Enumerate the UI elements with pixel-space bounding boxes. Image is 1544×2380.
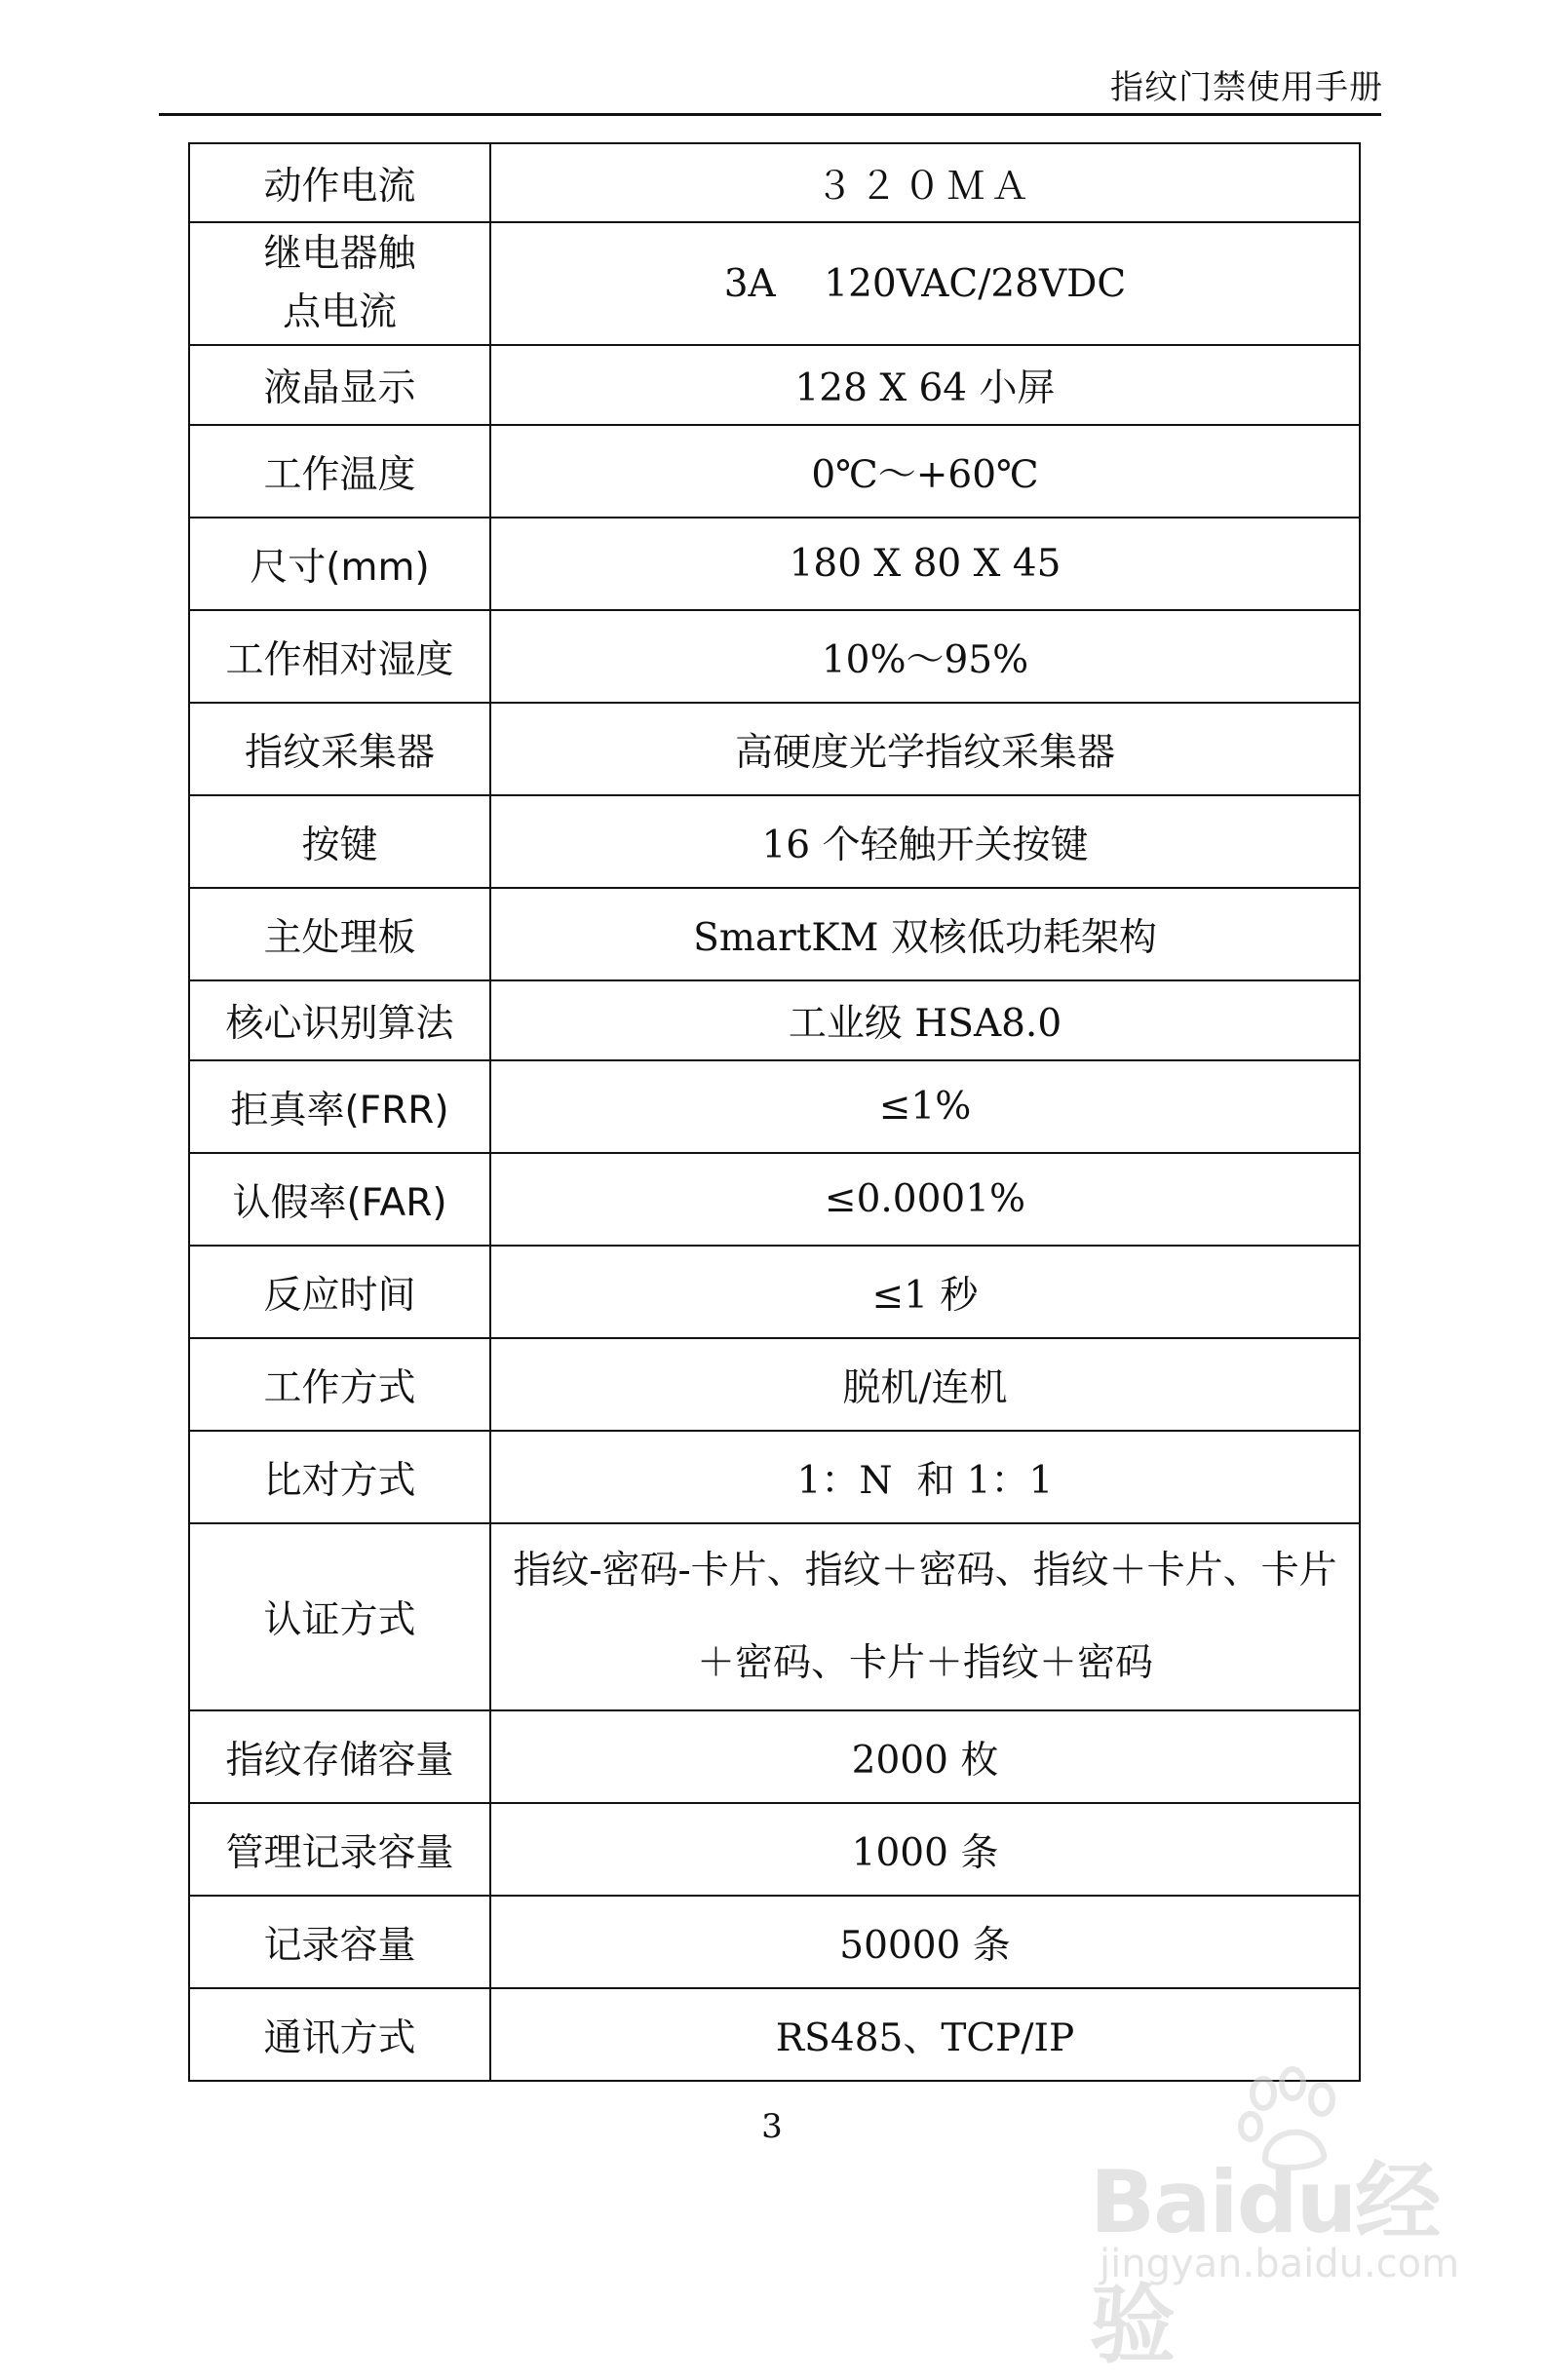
spec-value: SmartKM 双核低功耗架构 bbox=[490, 888, 1360, 980]
watermark-url: jingyan.baidu.com bbox=[1100, 2242, 1460, 2286]
table-row bbox=[189, 345, 1360, 425]
spec-value: 10%～95% bbox=[490, 610, 1360, 703]
spec-label: 反应时间 bbox=[189, 1246, 490, 1338]
spec-label: 核心识别算法 bbox=[189, 980, 490, 1060]
spec-label: 通讯方式 bbox=[189, 1988, 490, 2081]
spec-label: 比对方式 bbox=[189, 1431, 490, 1523]
spec-value: 脱机/连机 bbox=[490, 1338, 1360, 1431]
table-row bbox=[189, 1153, 1360, 1246]
page-number: 3 bbox=[761, 2107, 783, 2146]
table-row bbox=[189, 980, 1360, 1060]
spec-label: 尺寸(mm) bbox=[189, 518, 490, 610]
spec-label: 管理记录容量 bbox=[189, 1803, 490, 1896]
spec-label: 指纹存储容量 bbox=[189, 1710, 490, 1803]
spec-value: 1：N 和 1：1 bbox=[490, 1431, 1360, 1523]
spec-label: 记录容量 bbox=[189, 1896, 490, 1988]
spec-value: 指纹-密码-卡片、指纹＋密码、指纹＋卡片、卡片＋密码、卡片＋指纹＋密码 bbox=[490, 1523, 1360, 1710]
table-row bbox=[189, 795, 1360, 888]
table-row bbox=[189, 703, 1360, 795]
table-row bbox=[189, 1060, 1360, 1153]
spec-label: 按键 bbox=[189, 795, 490, 888]
spec-table bbox=[188, 142, 1361, 2082]
spec-label: 认证方式 bbox=[189, 1523, 490, 1710]
table-row bbox=[189, 1896, 1360, 1988]
table-row bbox=[189, 610, 1360, 703]
spec-label: 指纹采集器 bbox=[189, 703, 490, 795]
spec-value: RS485、TCP/IP bbox=[490, 1988, 1360, 2081]
table-row bbox=[189, 518, 1360, 610]
baidu-logo-text: Baidu经验 bbox=[1090, 2152, 1440, 2375]
spec-label: 拒真率(FRR) bbox=[189, 1060, 490, 1153]
page-header-title: 指纹门禁使用手册 bbox=[1110, 68, 1383, 107]
spec-label: 工作相对湿度 bbox=[189, 610, 490, 703]
spec-label: 主处理板 bbox=[189, 888, 490, 980]
spec-label: 继电器触点电流 bbox=[189, 222, 490, 345]
table-row bbox=[189, 1523, 1360, 1710]
spec-value: 2000 枚 bbox=[490, 1710, 1360, 1803]
table-row bbox=[189, 1710, 1360, 1803]
spec-label: 认假率(FAR) bbox=[189, 1153, 490, 1246]
spec-value: 1000 条 bbox=[490, 1803, 1360, 1896]
table-row bbox=[189, 425, 1360, 518]
spec-value: 180 X 80 X 45 bbox=[490, 518, 1360, 610]
spec-value: 工业级 HSA8.0 bbox=[490, 980, 1360, 1060]
spec-value: ≤1 秒 bbox=[490, 1246, 1360, 1338]
table-row bbox=[189, 1246, 1360, 1338]
table-row bbox=[189, 1803, 1360, 1896]
spec-value: ３２０ＭＡ bbox=[490, 143, 1360, 222]
spec-label: 工作方式 bbox=[189, 1338, 490, 1431]
table-row bbox=[189, 1338, 1360, 1431]
spec-value: ≤1% bbox=[490, 1060, 1360, 1153]
spec-label: 液晶显示 bbox=[189, 345, 490, 425]
spec-value: 128 X 64 小屏 bbox=[490, 345, 1360, 425]
spec-value: 50000 条 bbox=[490, 1896, 1360, 1988]
spec-value: 3A 120VAC/28VDC bbox=[490, 222, 1360, 345]
header-divider bbox=[159, 113, 1381, 116]
spec-value: ≤0.0001% bbox=[490, 1153, 1360, 1246]
spec-value: 0℃～+60℃ bbox=[490, 425, 1360, 518]
spec-value: 高硬度光学指纹采集器 bbox=[490, 703, 1360, 795]
spec-label: 工作温度 bbox=[189, 425, 490, 518]
baidu-jingyan-watermark bbox=[1090, 2066, 1460, 2375]
table-row bbox=[189, 222, 1360, 345]
spec-label: 动作电流 bbox=[189, 143, 490, 222]
table-row bbox=[189, 1431, 1360, 1523]
table-row bbox=[189, 143, 1360, 222]
spec-value: 16 个轻触开关按键 bbox=[490, 795, 1360, 888]
table-row bbox=[189, 888, 1360, 980]
